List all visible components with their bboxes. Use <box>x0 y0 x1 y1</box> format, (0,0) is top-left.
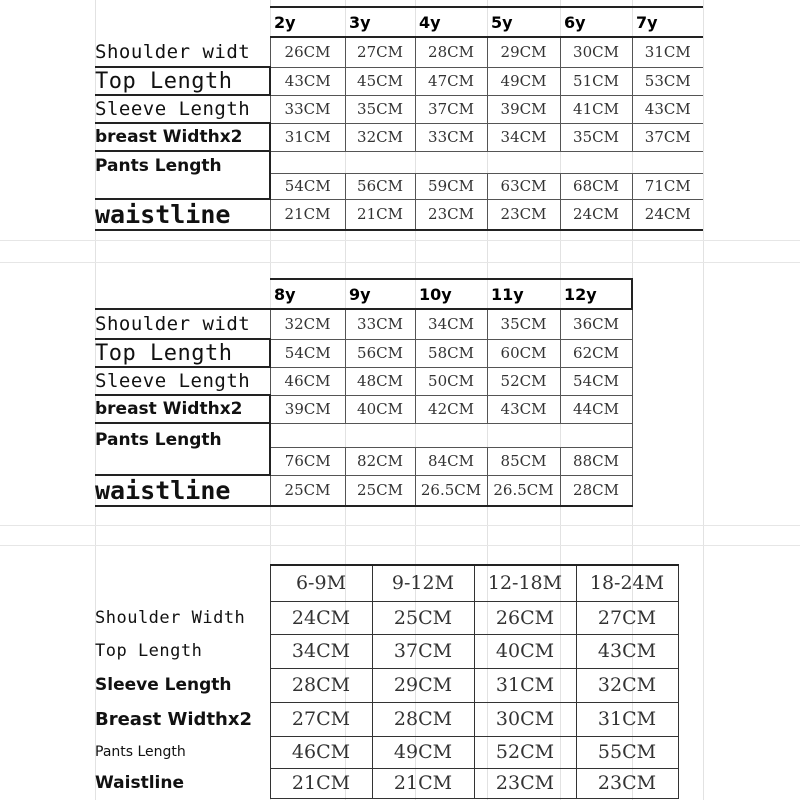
measurement-cell: 59CM <box>415 173 487 199</box>
size-header: 4y <box>415 7 487 37</box>
measurement-cell: 25CM <box>270 475 345 506</box>
measurement-cell: 27CM <box>576 601 678 634</box>
measurement-cell: 63CM <box>487 173 560 199</box>
table-row <box>95 123 703 151</box>
empty-cell <box>270 423 632 447</box>
measurement-cell: 28CM <box>415 37 487 67</box>
measurement-cell: 27CM <box>270 702 372 736</box>
header-spacer <box>95 565 270 601</box>
row-label: Breast Widthx2 <box>95 708 252 730</box>
measurement-cell: 39CM <box>487 95 560 123</box>
measurement-cell: 54CM <box>560 367 632 395</box>
measurement-cell: 44CM <box>560 395 632 423</box>
table-row <box>95 309 632 339</box>
row-label: Sleeve Length <box>95 95 270 123</box>
measurement-cell: 34CM <box>487 123 560 151</box>
measurement-cell: 43CM <box>487 395 560 423</box>
measurement-cell: 53CM <box>632 67 703 95</box>
row-label: breast Widthx2 <box>95 395 270 423</box>
measurement-cell: 26CM <box>474 601 576 634</box>
table-row <box>95 367 632 395</box>
measurement-cell: 30CM <box>474 702 576 736</box>
measurement-cell: 56CM <box>345 173 415 199</box>
size-table-2y-7y <box>95 6 703 231</box>
table-row <box>95 67 703 95</box>
measurement-cell: 45CM <box>345 67 415 95</box>
row-label: Pants Length <box>95 151 270 199</box>
measurement-cell: 49CM <box>372 736 474 768</box>
measurement-cell: 52CM <box>487 367 560 395</box>
table-row <box>95 395 632 423</box>
row-label: Waistline <box>95 773 184 793</box>
table-row <box>95 736 678 768</box>
measurement-cell: 43CM <box>270 67 345 95</box>
measurement-cell: 25CM <box>372 601 474 634</box>
measurement-cell: 33CM <box>345 309 415 339</box>
measurement-cell: 32CM <box>576 668 678 702</box>
measurement-cell: 24CM <box>270 601 372 634</box>
measurement-cell: 55CM <box>576 736 678 768</box>
table-row <box>95 601 678 634</box>
measurement-cell: 26.5CM <box>415 475 487 506</box>
row-label: Shoulder Width <box>95 607 246 628</box>
grid-line <box>0 525 800 526</box>
measurement-cell: 34CM <box>415 309 487 339</box>
measurement-cell: 28CM <box>270 668 372 702</box>
table-row <box>95 339 632 367</box>
row-label: Top Length <box>95 339 270 367</box>
measurement-cell: 37CM <box>632 123 703 151</box>
header-spacer <box>95 279 270 309</box>
measurement-cell: 23CM <box>415 199 487 230</box>
size-header: 18-24M <box>576 565 678 601</box>
size-header: 10y <box>415 279 487 309</box>
measurement-cell: 49CM <box>487 67 560 95</box>
grid-line <box>0 262 800 263</box>
row-label: Pants Length <box>95 423 270 475</box>
measurement-cell: 46CM <box>270 736 372 768</box>
header-spacer <box>95 7 270 37</box>
size-header-row <box>95 565 678 601</box>
measurement-cell: 43CM <box>632 95 703 123</box>
measurement-cell: 23CM <box>576 768 678 798</box>
row-label: Shoulder widt <box>95 309 270 339</box>
measurement-cell: 85CM <box>487 447 560 475</box>
table-row <box>95 702 678 736</box>
measurement-cell: 24CM <box>632 199 703 230</box>
measurement-cell: 50CM <box>415 367 487 395</box>
measurement-cell: 54CM <box>270 173 345 199</box>
measurement-cell: 31CM <box>632 37 703 67</box>
measurement-cell: 28CM <box>560 475 632 506</box>
measurement-cell: 29CM <box>487 37 560 67</box>
grid-line <box>0 240 800 241</box>
measurement-cell: 56CM <box>345 339 415 367</box>
measurement-cell: 68CM <box>560 173 632 199</box>
measurement-cell: 52CM <box>474 736 576 768</box>
row-label: Top Length <box>95 67 270 95</box>
size-header: 12y <box>560 279 632 309</box>
measurement-cell: 39CM <box>270 395 345 423</box>
measurement-cell: 23CM <box>487 199 560 230</box>
size-header: 3y <box>345 7 415 37</box>
measurement-cell: 88CM <box>560 447 632 475</box>
measurement-cell: 42CM <box>415 395 487 423</box>
measurement-cell: 21CM <box>345 199 415 230</box>
table-row <box>95 634 678 668</box>
size-header: 6y <box>560 7 632 37</box>
measurement-cell: 46CM <box>270 367 345 395</box>
row-label: breast Widthx2 <box>95 123 270 151</box>
measurement-cell: 37CM <box>415 95 487 123</box>
row-label: Shoulder widt <box>95 37 270 67</box>
measurement-cell: 31CM <box>576 702 678 736</box>
measurement-cell: 33CM <box>415 123 487 151</box>
measurement-cell: 34CM <box>270 634 372 668</box>
measurement-cell: 71CM <box>632 173 703 199</box>
grid-line <box>0 545 800 546</box>
measurement-cell: 24CM <box>560 199 632 230</box>
measurement-cell: 60CM <box>487 339 560 367</box>
measurement-cell: 21CM <box>270 199 345 230</box>
measurement-cell: 30CM <box>560 37 632 67</box>
measurement-cell: 76CM <box>270 447 345 475</box>
measurement-cell: 47CM <box>415 67 487 95</box>
measurement-cell: 37CM <box>372 634 474 668</box>
row-label: Sleeve Length <box>95 675 232 695</box>
size-header-row <box>95 7 703 37</box>
measurement-cell: 41CM <box>560 95 632 123</box>
measurement-cell: 21CM <box>270 768 372 798</box>
measurement-cell: 40CM <box>474 634 576 668</box>
row-label: waistline <box>95 199 270 230</box>
measurement-cell: 26CM <box>270 37 345 67</box>
measurement-cell: 26.5CM <box>487 475 560 506</box>
row-label: Sleeve Length <box>95 367 270 395</box>
table-row <box>95 199 703 230</box>
grid-line <box>703 0 704 800</box>
measurement-cell: 48CM <box>345 367 415 395</box>
size-header: 2y <box>270 7 345 37</box>
size-header: 9-12M <box>372 565 474 601</box>
size-header: 6-9M <box>270 565 372 601</box>
measurement-cell: 58CM <box>415 339 487 367</box>
row-label: Pants Length <box>95 744 186 760</box>
table-row <box>95 768 678 798</box>
measurement-cell: 82CM <box>345 447 415 475</box>
size-header: 8y <box>270 279 345 309</box>
size-table-8y-12y <box>95 278 633 507</box>
label-only-row <box>95 151 703 173</box>
measurement-cell: 32CM <box>345 123 415 151</box>
measurement-cell: 32CM <box>270 309 345 339</box>
measurement-cell: 31CM <box>270 123 345 151</box>
measurement-cell: 33CM <box>270 95 345 123</box>
row-label: Top Length <box>95 641 203 661</box>
size-header: 5y <box>487 7 560 37</box>
measurement-cell: 28CM <box>372 702 474 736</box>
size-header: 7y <box>632 7 703 37</box>
measurement-cell: 35CM <box>487 309 560 339</box>
size-header-row <box>95 279 632 309</box>
measurement-cell: 84CM <box>415 447 487 475</box>
table-row <box>95 37 703 67</box>
row-label: waistline <box>95 475 270 506</box>
empty-cell <box>270 151 703 173</box>
size-header: 11y <box>487 279 560 309</box>
size-table-6m-24m <box>95 564 679 799</box>
measurement-cell: 54CM <box>270 339 345 367</box>
measurement-cell: 35CM <box>345 95 415 123</box>
size-header: 9y <box>345 279 415 309</box>
table-row <box>95 475 632 506</box>
measurement-cell: 36CM <box>560 309 632 339</box>
label-only-row <box>95 423 632 447</box>
measurement-cell: 29CM <box>372 668 474 702</box>
table-row <box>95 668 678 702</box>
measurement-cell: 43CM <box>576 634 678 668</box>
measurement-cell: 23CM <box>474 768 576 798</box>
measurement-cell: 27CM <box>345 37 415 67</box>
measurement-cell: 35CM <box>560 123 632 151</box>
measurement-cell: 21CM <box>372 768 474 798</box>
measurement-cell: 25CM <box>345 475 415 506</box>
measurement-cell: 51CM <box>560 67 632 95</box>
measurement-cell: 40CM <box>345 395 415 423</box>
table-row <box>95 95 703 123</box>
size-header: 12-18M <box>474 565 576 601</box>
measurement-cell: 31CM <box>474 668 576 702</box>
measurement-cell: 62CM <box>560 339 632 367</box>
